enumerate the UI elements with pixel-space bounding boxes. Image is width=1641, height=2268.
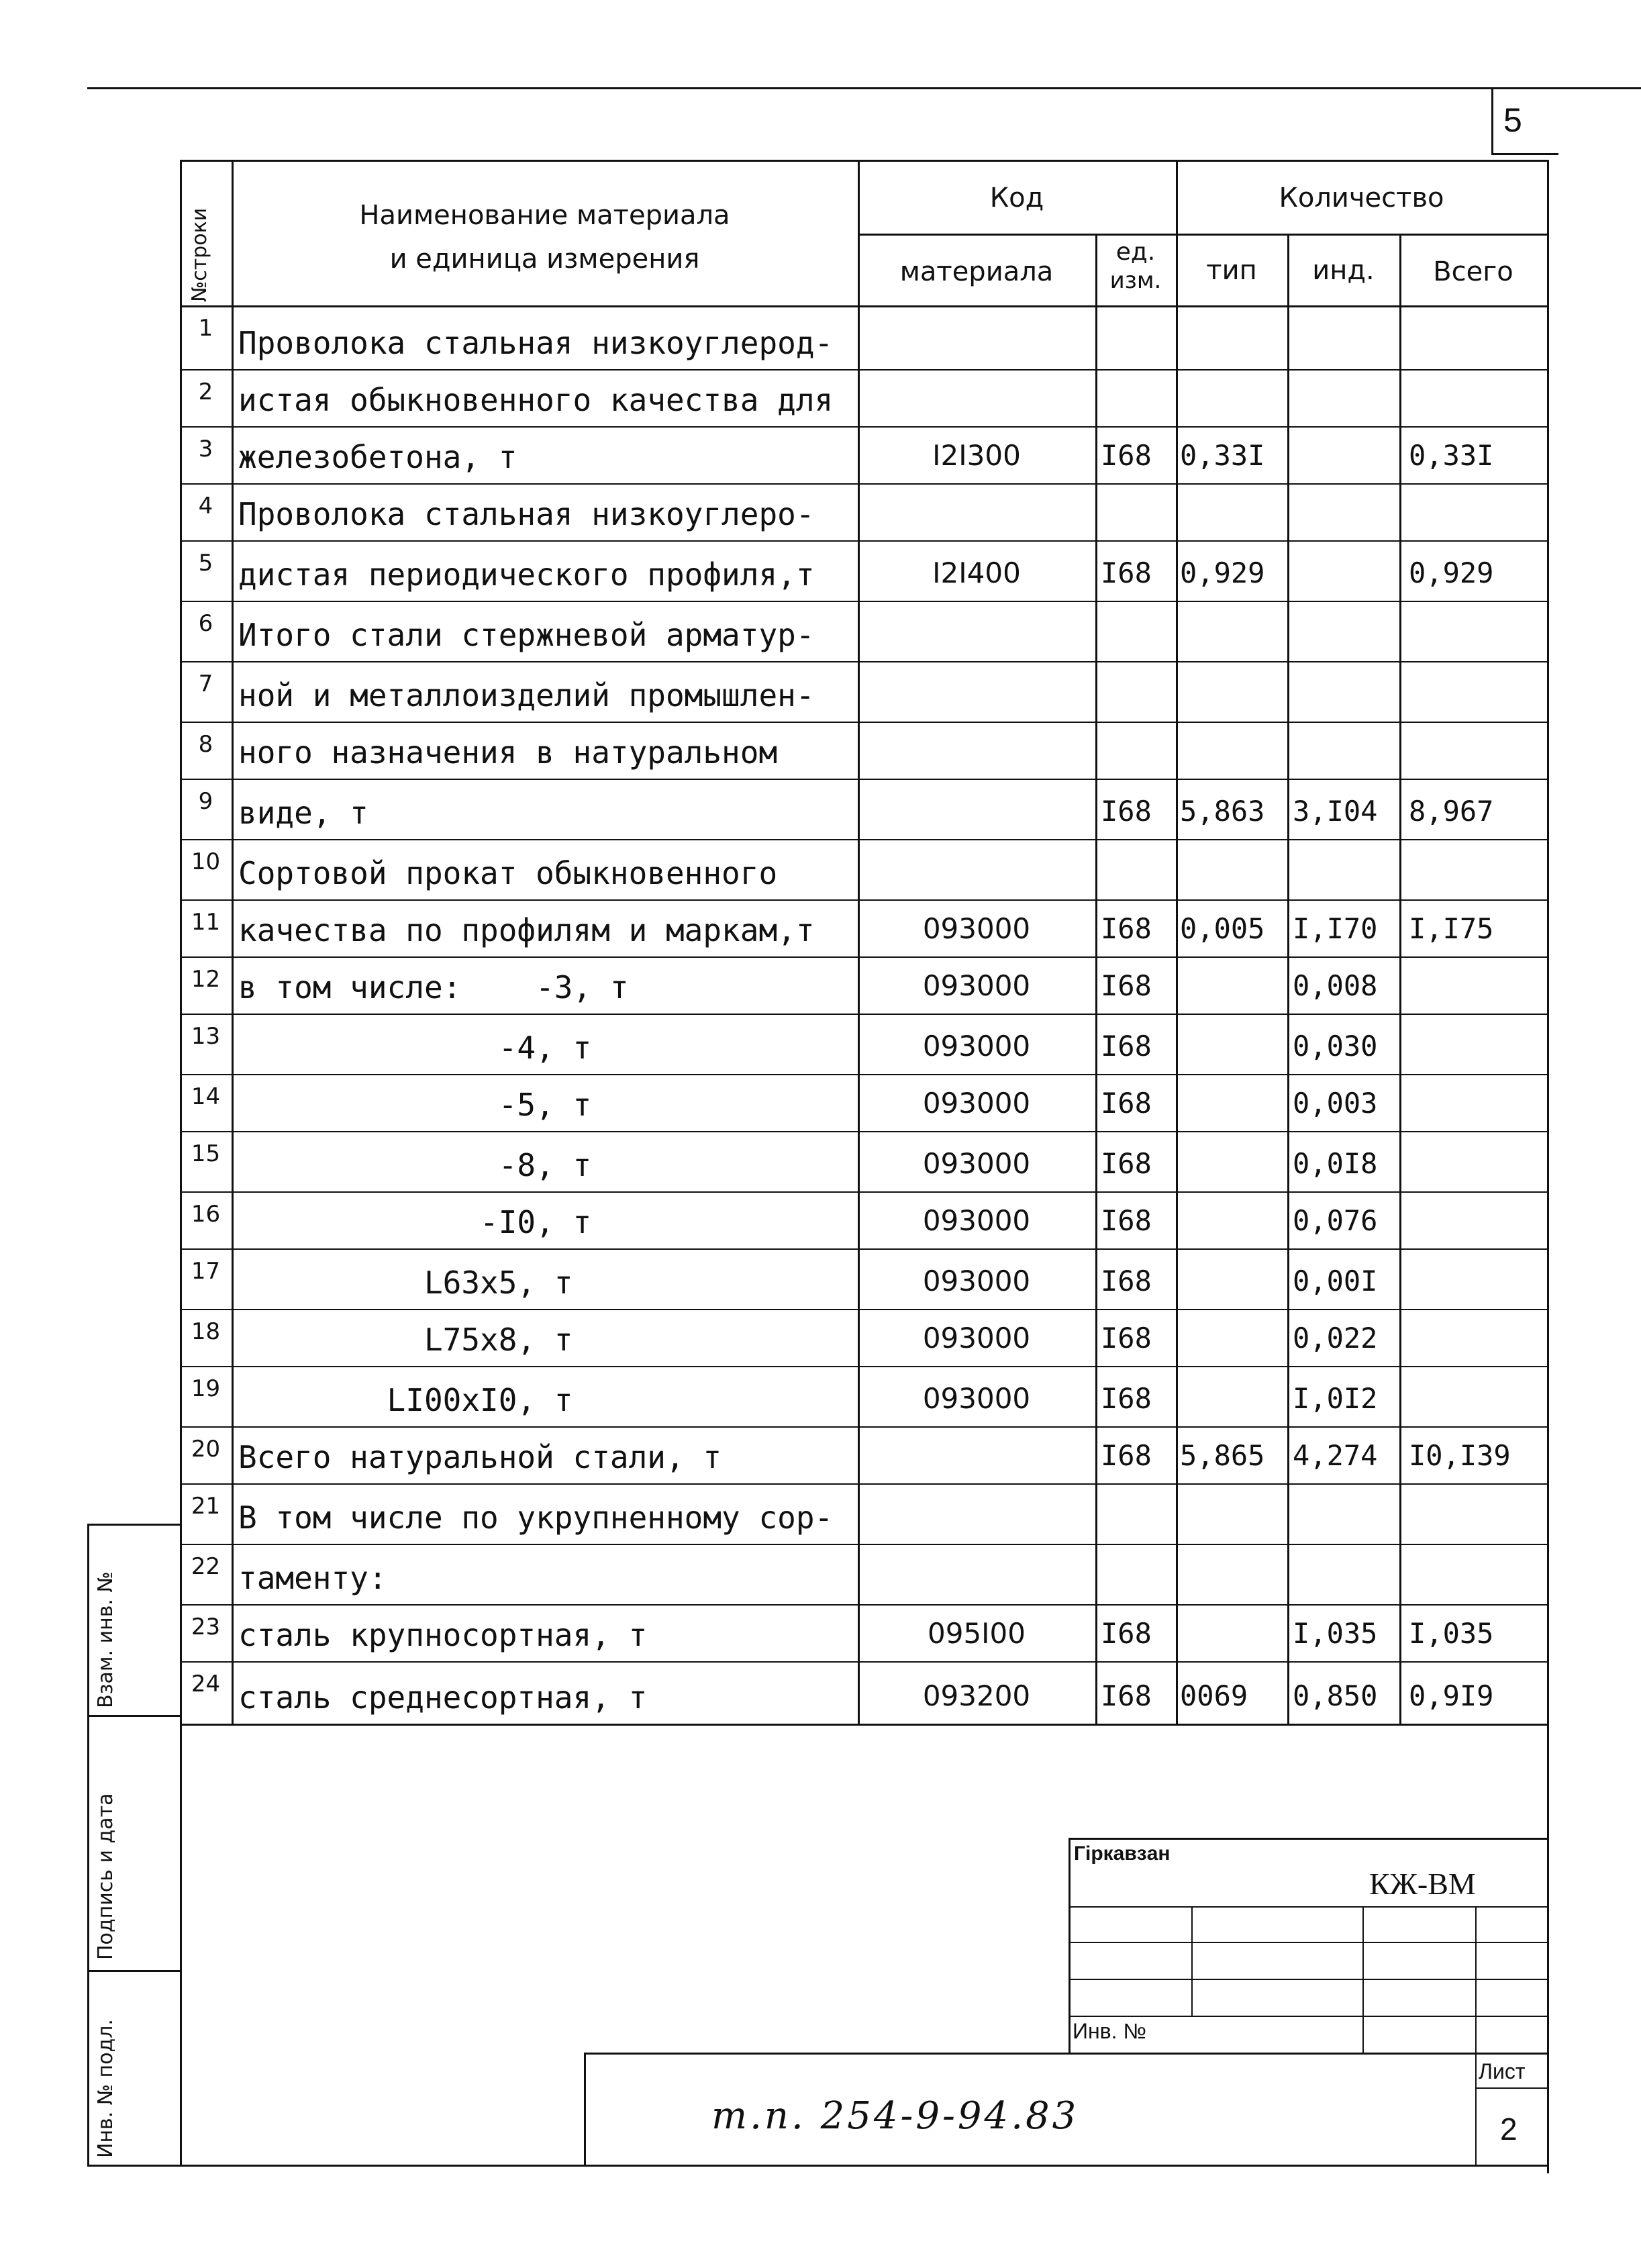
name-header-line2: и единица измерения: [389, 244, 700, 275]
row-number: 14: [191, 1083, 221, 1110]
material-code: 093000: [922, 1382, 1031, 1415]
row-number-header: №строки: [188, 207, 211, 302]
quantity-individual: 4,274: [1293, 1439, 1378, 1472]
row-number: 18: [191, 1318, 221, 1345]
code-header: Код: [989, 183, 1044, 213]
quantity-total: 0,929: [1409, 556, 1494, 589]
unit-code: I68: [1101, 912, 1152, 945]
row-number: 3: [198, 436, 213, 462]
quantity-individual: 0,008: [1293, 969, 1378, 1002]
quantity-individual: 0,076: [1293, 1204, 1378, 1237]
inventory-number-label: Инв. №: [1073, 2019, 1146, 2043]
row-number: 23: [191, 1614, 221, 1640]
material-name: Всего натуральной стали, т: [238, 1439, 722, 1475]
sheet-number: 2: [1500, 2112, 1518, 2147]
material-name: L63x5, т: [238, 1265, 573, 1301]
material-code: I2I400: [932, 556, 1021, 589]
material-code: I2I300: [932, 439, 1021, 472]
row-number: 12: [191, 966, 221, 993]
quantity-header: Количество: [1279, 183, 1444, 213]
material-code: 095I00: [928, 1617, 1026, 1650]
unit-header-line1: ед.: [1115, 238, 1156, 266]
row-number: 7: [198, 671, 213, 697]
material-name: В том числе по укрупненному сор-: [238, 1499, 834, 1536]
quantity-type: 5,865: [1180, 1439, 1265, 1472]
row-number: 2: [198, 379, 213, 405]
quantity-type: 5,863: [1180, 795, 1265, 828]
material-name: качества по профилям и маркам,т: [238, 912, 815, 948]
unit-code: I68: [1101, 556, 1152, 589]
material-name: сталь крупносортная, т: [238, 1617, 648, 1653]
material-name: Сортовой прокат обыкновенного: [238, 855, 778, 891]
replacement-inventory-label: Взам. инв. №: [94, 1571, 117, 1708]
material-name: истая обыкновенного качества для: [238, 382, 834, 418]
row-number: 11: [191, 909, 221, 936]
row-number: 13: [191, 1023, 221, 1050]
quantity-type: 0,005: [1180, 912, 1265, 945]
quantity-individual: 0,00I: [1293, 1265, 1378, 1297]
quantity-individual: I,035: [1293, 1617, 1378, 1650]
document-code: КЖ-ВМ: [1369, 1867, 1476, 1901]
quantity-total: I0,I39: [1409, 1439, 1511, 1472]
unit-code: I68: [1101, 1617, 1152, 1650]
material-name: -5, т: [238, 1087, 592, 1123]
unit-header-line2: изм.: [1109, 267, 1162, 294]
unit-code: I68: [1101, 1030, 1152, 1063]
quantity-individual: I,0I2: [1293, 1382, 1378, 1415]
unit-code: I68: [1101, 439, 1152, 472]
type-header: тип: [1206, 255, 1257, 286]
material-code: 093000: [922, 1204, 1031, 1237]
material-code: 093200: [922, 1679, 1031, 1712]
quantity-total: 0,9I9: [1409, 1679, 1494, 1712]
material-name: ного назначения в натуральном: [238, 734, 778, 771]
row-number: 16: [191, 1201, 221, 1228]
row-number: 10: [191, 848, 221, 875]
original-inventory-label: Инв. № подл.: [94, 2019, 117, 2158]
name-header-line1: Наименование материала: [359, 200, 730, 231]
row-number: 4: [198, 493, 213, 520]
row-number: 20: [191, 1436, 221, 1463]
material-name: L75x8, т: [238, 1322, 573, 1358]
material-name: -8, т: [238, 1147, 592, 1183]
quantity-type: 0069: [1180, 1679, 1248, 1712]
material-name: железобетона, т: [238, 439, 517, 475]
material-name: ной и металлоизделий промышлен-: [238, 677, 815, 713]
project-designation: т.п. 254-9-94.83: [711, 2094, 1079, 2138]
organization-label: Гipкaвзaн: [1074, 1842, 1171, 1865]
row-number: 8: [198, 731, 213, 758]
material-name: LI00xI0, т: [238, 1382, 573, 1418]
row-number: 19: [191, 1375, 221, 1402]
row-number: 17: [191, 1258, 221, 1285]
quantity-individual: 0,022: [1293, 1322, 1378, 1354]
row-number: 6: [198, 610, 213, 637]
material-name: Итого стали стержневой арматур-: [238, 617, 815, 653]
material-name: виде, т: [238, 795, 368, 831]
unit-code: I68: [1101, 1087, 1152, 1120]
row-number: 1: [198, 315, 213, 342]
unit-code: I68: [1101, 969, 1152, 1002]
quantity-type: 0,33I: [1180, 439, 1265, 472]
quantity-individual: I,I70: [1293, 912, 1378, 945]
quantity-total: 0,33I: [1409, 439, 1494, 472]
quantity-type: 0,929: [1180, 556, 1265, 589]
material-header: материала: [899, 256, 1054, 287]
row-number: 22: [191, 1553, 221, 1580]
row-number: 21: [191, 1493, 221, 1520]
quantity-individual: 3,I04: [1293, 795, 1378, 828]
quantity-individual: 0,030: [1293, 1030, 1378, 1063]
quantity-individual: 0,003: [1293, 1087, 1378, 1120]
unit-code: I68: [1101, 1204, 1152, 1237]
row-number: 24: [191, 1671, 221, 1697]
material-code: 093000: [922, 912, 1031, 945]
unit-code: I68: [1101, 1147, 1152, 1180]
material-name: Проволока стальная низкоуглеро-: [238, 496, 815, 532]
material-name: -I0, т: [238, 1204, 592, 1240]
unit-code: I68: [1101, 1439, 1152, 1472]
unit-code: I68: [1101, 795, 1152, 828]
material-name: Проволока стальная низкоуглерод-: [238, 325, 834, 361]
material-name: таменту:: [238, 1560, 387, 1596]
material-code: 093000: [922, 969, 1031, 1002]
material-name: дистая периодического профиля,т: [238, 556, 815, 593]
material-name: сталь среднесортная, т: [238, 1679, 648, 1716]
ind-header: инд.: [1312, 255, 1375, 286]
quantity-total: I,I75: [1409, 912, 1494, 945]
material-code: 093000: [922, 1322, 1031, 1354]
unit-code: I68: [1101, 1679, 1152, 1712]
row-number: 5: [198, 550, 213, 577]
unit-code: I68: [1101, 1322, 1152, 1354]
material-code: 093000: [922, 1030, 1031, 1063]
quantity-total: 8,967: [1409, 795, 1494, 828]
quantity-individual: 0,0I8: [1293, 1147, 1378, 1180]
quantity-total: I,035: [1409, 1617, 1494, 1650]
sheet-label: Лист: [1479, 2059, 1526, 2083]
row-number: 9: [198, 788, 213, 815]
material-name: -4, т: [238, 1030, 592, 1066]
row-number: 15: [191, 1140, 221, 1167]
material-name: в том числе: -3, т: [238, 969, 629, 1005]
total-header: Всего: [1433, 256, 1513, 287]
unit-code: I68: [1101, 1382, 1152, 1415]
signature-date-label: Подпись и дата: [94, 1793, 117, 1960]
quantity-individual: 0,850: [1293, 1679, 1378, 1712]
material-code: 093000: [922, 1147, 1031, 1180]
material-code: 093000: [922, 1265, 1031, 1297]
page-number: 5: [1503, 101, 1522, 139]
material-code: 093000: [922, 1087, 1031, 1120]
unit-code: I68: [1101, 1265, 1152, 1297]
